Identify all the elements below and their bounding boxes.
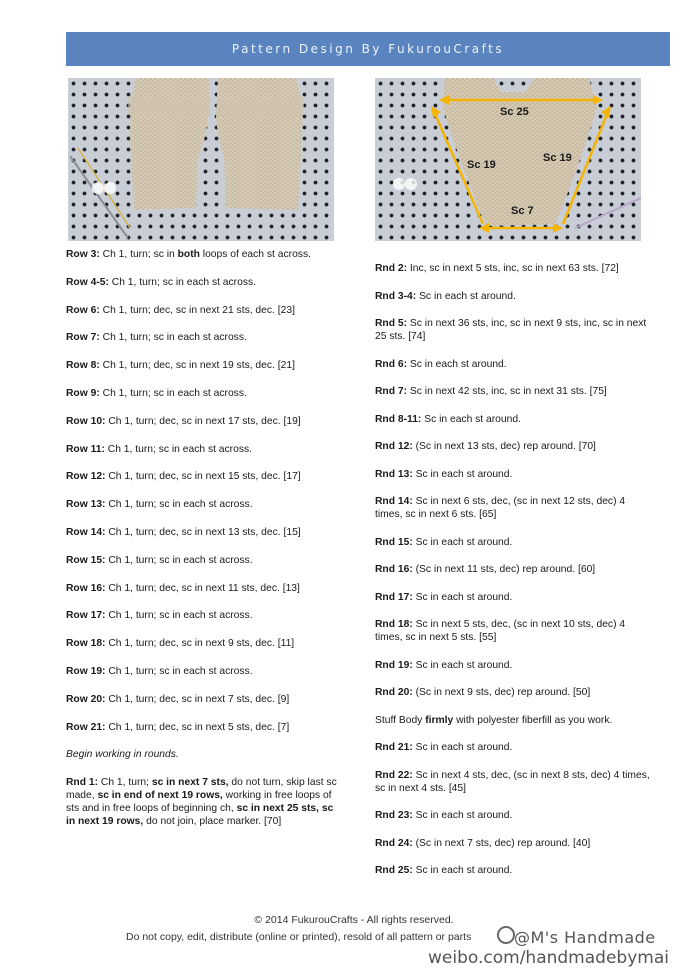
- instruction-text: Sc in each st around.: [412, 591, 513, 603]
- instruction-label: Rnd 23:: [375, 810, 413, 821]
- photo-legs: [68, 78, 334, 241]
- instruction-label: Row 18:: [66, 638, 106, 650]
- watermark-url: weibo.com/handmadebymai: [428, 948, 669, 968]
- instruction-label: Rnd 19:: [375, 659, 413, 671]
- instruction-line: [66, 331, 342, 344]
- instruction-text: (Sc in next 13 sts, dec) rep around. [70]: [412, 441, 596, 452]
- instruction-label: Rnd 18:: [375, 619, 413, 630]
- photo-body-base: [375, 78, 641, 241]
- instruction-line: [66, 470, 342, 483]
- instruction-text: do not turn, skip last sc made,: [66, 777, 337, 802]
- instruction-text: loops of each st across.: [199, 249, 311, 260]
- instruction-label: Row 9:: [66, 387, 100, 399]
- instruction-line: [66, 443, 342, 456]
- instruction-label: Rnd 1:: [66, 777, 99, 789]
- instruction-text: Ch 1, turn; dec, sc in next 9 sts, dec. [11]: [105, 638, 295, 650]
- instruction-line: [375, 440, 650, 453]
- instruction-label: Rnd 24:: [375, 837, 413, 849]
- instruction-label: Row 7:: [66, 332, 100, 344]
- instruction-label: Row 4-5:: [66, 276, 109, 288]
- instruction-label: sc in next 19 rows,: [66, 803, 334, 828]
- label-sc-left: Sc 19: [467, 159, 496, 171]
- weibo-logo-icon: [497, 926, 515, 944]
- instruction-line: [66, 776, 342, 828]
- instruction-text: Ch 1, turn; sc in each st across.: [104, 443, 252, 455]
- instruction-text: Sc in next 6 sts, dec, (sc in next 12 sts, dec) 4 times, sc in next 6 sts. [65]: [375, 496, 626, 520]
- instruction-line: [66, 582, 342, 595]
- instruction-label: Row 17:: [66, 610, 106, 622]
- instruction-label: Row 21:: [66, 721, 106, 733]
- instruction-label: firmly: [425, 714, 454, 726]
- instruction-text: Sc in each st around.: [412, 536, 513, 548]
- instruction-text: Sc in next 4 sts, dec, (sc in next 8 sts, dec) 4 times, sc in next 4 sts. [45]: [375, 769, 650, 794]
- instruction-label: Row 16:: [66, 582, 106, 594]
- instruction-text: Sc in each st around.: [407, 358, 507, 370]
- instruction-text: Ch 1, turn; sc in each st across.: [105, 499, 253, 511]
- instruction-text: Ch 1, turn; sc in each st across.: [105, 610, 253, 622]
- crochet-legs-illustration: [68, 78, 334, 241]
- instruction-line: [375, 741, 650, 754]
- instruction-line: [375, 468, 650, 481]
- instruction-label: Rnd 7:: [375, 386, 408, 397]
- copy-notice-line: Do not copy, edit, distribute (online or printed), resold of all pattern or parts: [126, 931, 472, 943]
- instruction-label: both: [177, 249, 200, 260]
- instruction-line: [66, 387, 342, 400]
- instruction-text: Ch 1, turn; sc in: [99, 249, 178, 260]
- instruction-line: [66, 609, 342, 622]
- instruction-label: Rnd 20:: [375, 687, 413, 698]
- instruction-text: Ch 1, turn; sc in each st across.: [105, 665, 253, 677]
- instruction-label: Row 13:: [66, 499, 106, 511]
- instruction-label: Rnd 12:: [375, 441, 413, 452]
- instruction-line: [375, 714, 650, 727]
- page-header: [66, 32, 670, 66]
- instruction-line: [66, 693, 342, 706]
- instruction-line: [66, 415, 342, 428]
- instruction-text: Ch 1, turn; sc in each st across.: [105, 554, 253, 566]
- instruction-label: Row 12:: [66, 471, 106, 483]
- instruction-line: [375, 659, 650, 672]
- instruction-label: Rnd 25:: [375, 865, 413, 876]
- header-title: Pattern Design By FukurouCrafts: [231, 42, 505, 56]
- instruction-line: [375, 809, 650, 822]
- instruction-line: [66, 304, 342, 317]
- instruction-label: Rnd 15:: [375, 536, 413, 548]
- instruction-line: [375, 385, 650, 398]
- instruction-label: Rnd 13:: [375, 468, 413, 480]
- instruction-label: Rnd 22:: [375, 769, 413, 781]
- instructions-left-column: [66, 248, 342, 843]
- instruction-line: [375, 290, 650, 303]
- instruction-text: Ch 1, turn; dec, sc in next 15 sts, dec. [17]: [105, 471, 301, 483]
- instruction-line: [375, 413, 650, 426]
- instruction-text: Sc in next 36 sts, inc, sc in next 9 sts, inc, sc in next 25 sts. [74]: [375, 318, 647, 342]
- instructions-right-column: [375, 262, 650, 892]
- instruction-label: Row 11:: [66, 443, 105, 455]
- instruction-label: Rnd 5:: [375, 318, 408, 329]
- instruction-line: [375, 618, 650, 644]
- instruction-label: Rnd 14:: [375, 496, 413, 507]
- instruction-label: Rnd 8-11:: [375, 413, 422, 425]
- instruction-line: [375, 262, 650, 275]
- instruction-label: Rnd 2:: [375, 263, 408, 274]
- instruction-line: [66, 359, 342, 372]
- instruction-text: Ch 1, turn;: [98, 777, 152, 789]
- label-sc-right: Sc 19: [543, 152, 572, 164]
- instruction-line: [375, 864, 650, 877]
- instruction-line: [375, 495, 650, 521]
- instruction-text: Sc in each st around.: [412, 742, 513, 753]
- instruction-line: [66, 665, 342, 678]
- instruction-text: (Sc in next 7 sts, dec) rep around. [40]: [412, 837, 591, 849]
- instruction-label: Rnd 6:: [375, 358, 408, 370]
- instruction-label: Row 3:: [66, 249, 100, 260]
- instruction-line: [66, 554, 342, 567]
- instruction-line: [375, 563, 650, 576]
- instruction-text: Sc in next 42 sts, inc, sc in next 31 sts. [75]: [407, 386, 607, 397]
- instruction-text: Sc in next 5 sts, dec, (sc in next 10 sts, dec) 4 times, sc in next 5 sts. [55]: [375, 619, 626, 643]
- instruction-label: sc in next 7 sts,: [151, 777, 229, 789]
- instruction-line: [66, 248, 342, 261]
- instruction-text: do not join, place marker. [70]: [143, 816, 282, 828]
- instruction-text: Sc in each st around.: [421, 413, 521, 425]
- instruction-line: [66, 637, 342, 650]
- instruction-text: Sc in each st around.: [416, 290, 516, 302]
- instruction-line: [375, 317, 650, 343]
- instruction-label: sc in end of next 19 rows,: [97, 790, 223, 802]
- instruction-text: working in free loops of sts and in free loops of beginning ch,: [66, 790, 332, 815]
- instruction-line: [66, 276, 342, 289]
- instruction-text: Ch 1, turn; sc in each st across.: [108, 276, 256, 288]
- instruction-text: (Sc in next 11 sts, dec) rep around. [60]: [412, 564, 596, 575]
- instruction-label: Row 20:: [66, 693, 106, 705]
- instruction-text: Sc in each st around.: [412, 810, 513, 821]
- instruction-label: Row 19:: [66, 665, 106, 677]
- instruction-line: [375, 591, 650, 604]
- instruction-text: Begin working in rounds.: [66, 749, 179, 761]
- instruction-text: Ch 1, turn; dec, sc in next 7 sts, dec. [9]: [105, 693, 290, 705]
- instruction-label: Rnd 3-4:: [375, 290, 417, 302]
- instruction-text: Ch 1, turn; dec, sc in next 21 sts, dec. [23]: [99, 304, 295, 316]
- instruction-text: Sc in each st around.: [412, 659, 513, 671]
- instruction-label: Rnd 21:: [375, 742, 413, 753]
- instruction-line: [66, 721, 342, 734]
- instruction-text: Inc, sc in next 5 sts, inc, sc in next 63 sts. [72]: [407, 263, 619, 274]
- instruction-line: [375, 536, 650, 549]
- instruction-line: [375, 837, 650, 850]
- instruction-line: [66, 498, 342, 511]
- instruction-text: Ch 1, turn; dec, sc in next 17 sts, dec. [19]: [105, 415, 301, 427]
- instruction-text: Ch 1, turn; sc in each st across.: [99, 387, 247, 399]
- instruction-label: sc in next 25 sts,: [236, 803, 320, 815]
- copyright-line: © 2014 FukurouCrafts - All rights reserved.: [254, 914, 454, 926]
- crochet-body-illustration: [375, 78, 641, 241]
- instruction-text: Stuff Body: [375, 714, 426, 726]
- instruction-label: Rnd 17:: [375, 591, 413, 603]
- instruction-line: [375, 769, 650, 795]
- instruction-text: Sc in each st around.: [412, 468, 513, 480]
- instruction-text: Ch 1, turn; sc in each st across.: [99, 332, 247, 344]
- instruction-label: Row 6:: [66, 304, 100, 316]
- instruction-label: Row 10:: [66, 415, 106, 427]
- instruction-text: Ch 1, turn; dec, sc in next 11 sts, dec. [13]: [105, 582, 300, 594]
- label-sc-top: Sc 25: [500, 106, 529, 118]
- instruction-line: [375, 358, 650, 371]
- instruction-text: Ch 1, turn; dec, sc in next 13 sts, dec. [15]: [105, 526, 301, 538]
- instruction-line: [375, 686, 650, 699]
- instruction-label: Row 15:: [66, 554, 106, 566]
- instruction-line: [66, 526, 342, 539]
- watermark-handle: @M's Handmade: [514, 928, 656, 947]
- instruction-label: Row 8:: [66, 360, 100, 372]
- instruction-text: (Sc in next 9 sts, dec) rep around. [50]: [412, 687, 591, 698]
- instruction-label: Rnd 16:: [375, 564, 413, 575]
- instruction-text: with polyester fiberfill as you work.: [453, 714, 613, 726]
- instruction-label: Row 14:: [66, 526, 106, 538]
- instruction-text: Sc in each st around.: [412, 865, 513, 876]
- instruction-line: [66, 748, 342, 761]
- instruction-text: Ch 1, turn; dec, sc in next 19 sts, dec. [21]: [99, 360, 295, 372]
- instruction-text: Ch 1, turn; dec, sc in next 5 sts, dec. [7]: [105, 721, 290, 733]
- label-sc-bottom: Sc 7: [511, 205, 534, 217]
